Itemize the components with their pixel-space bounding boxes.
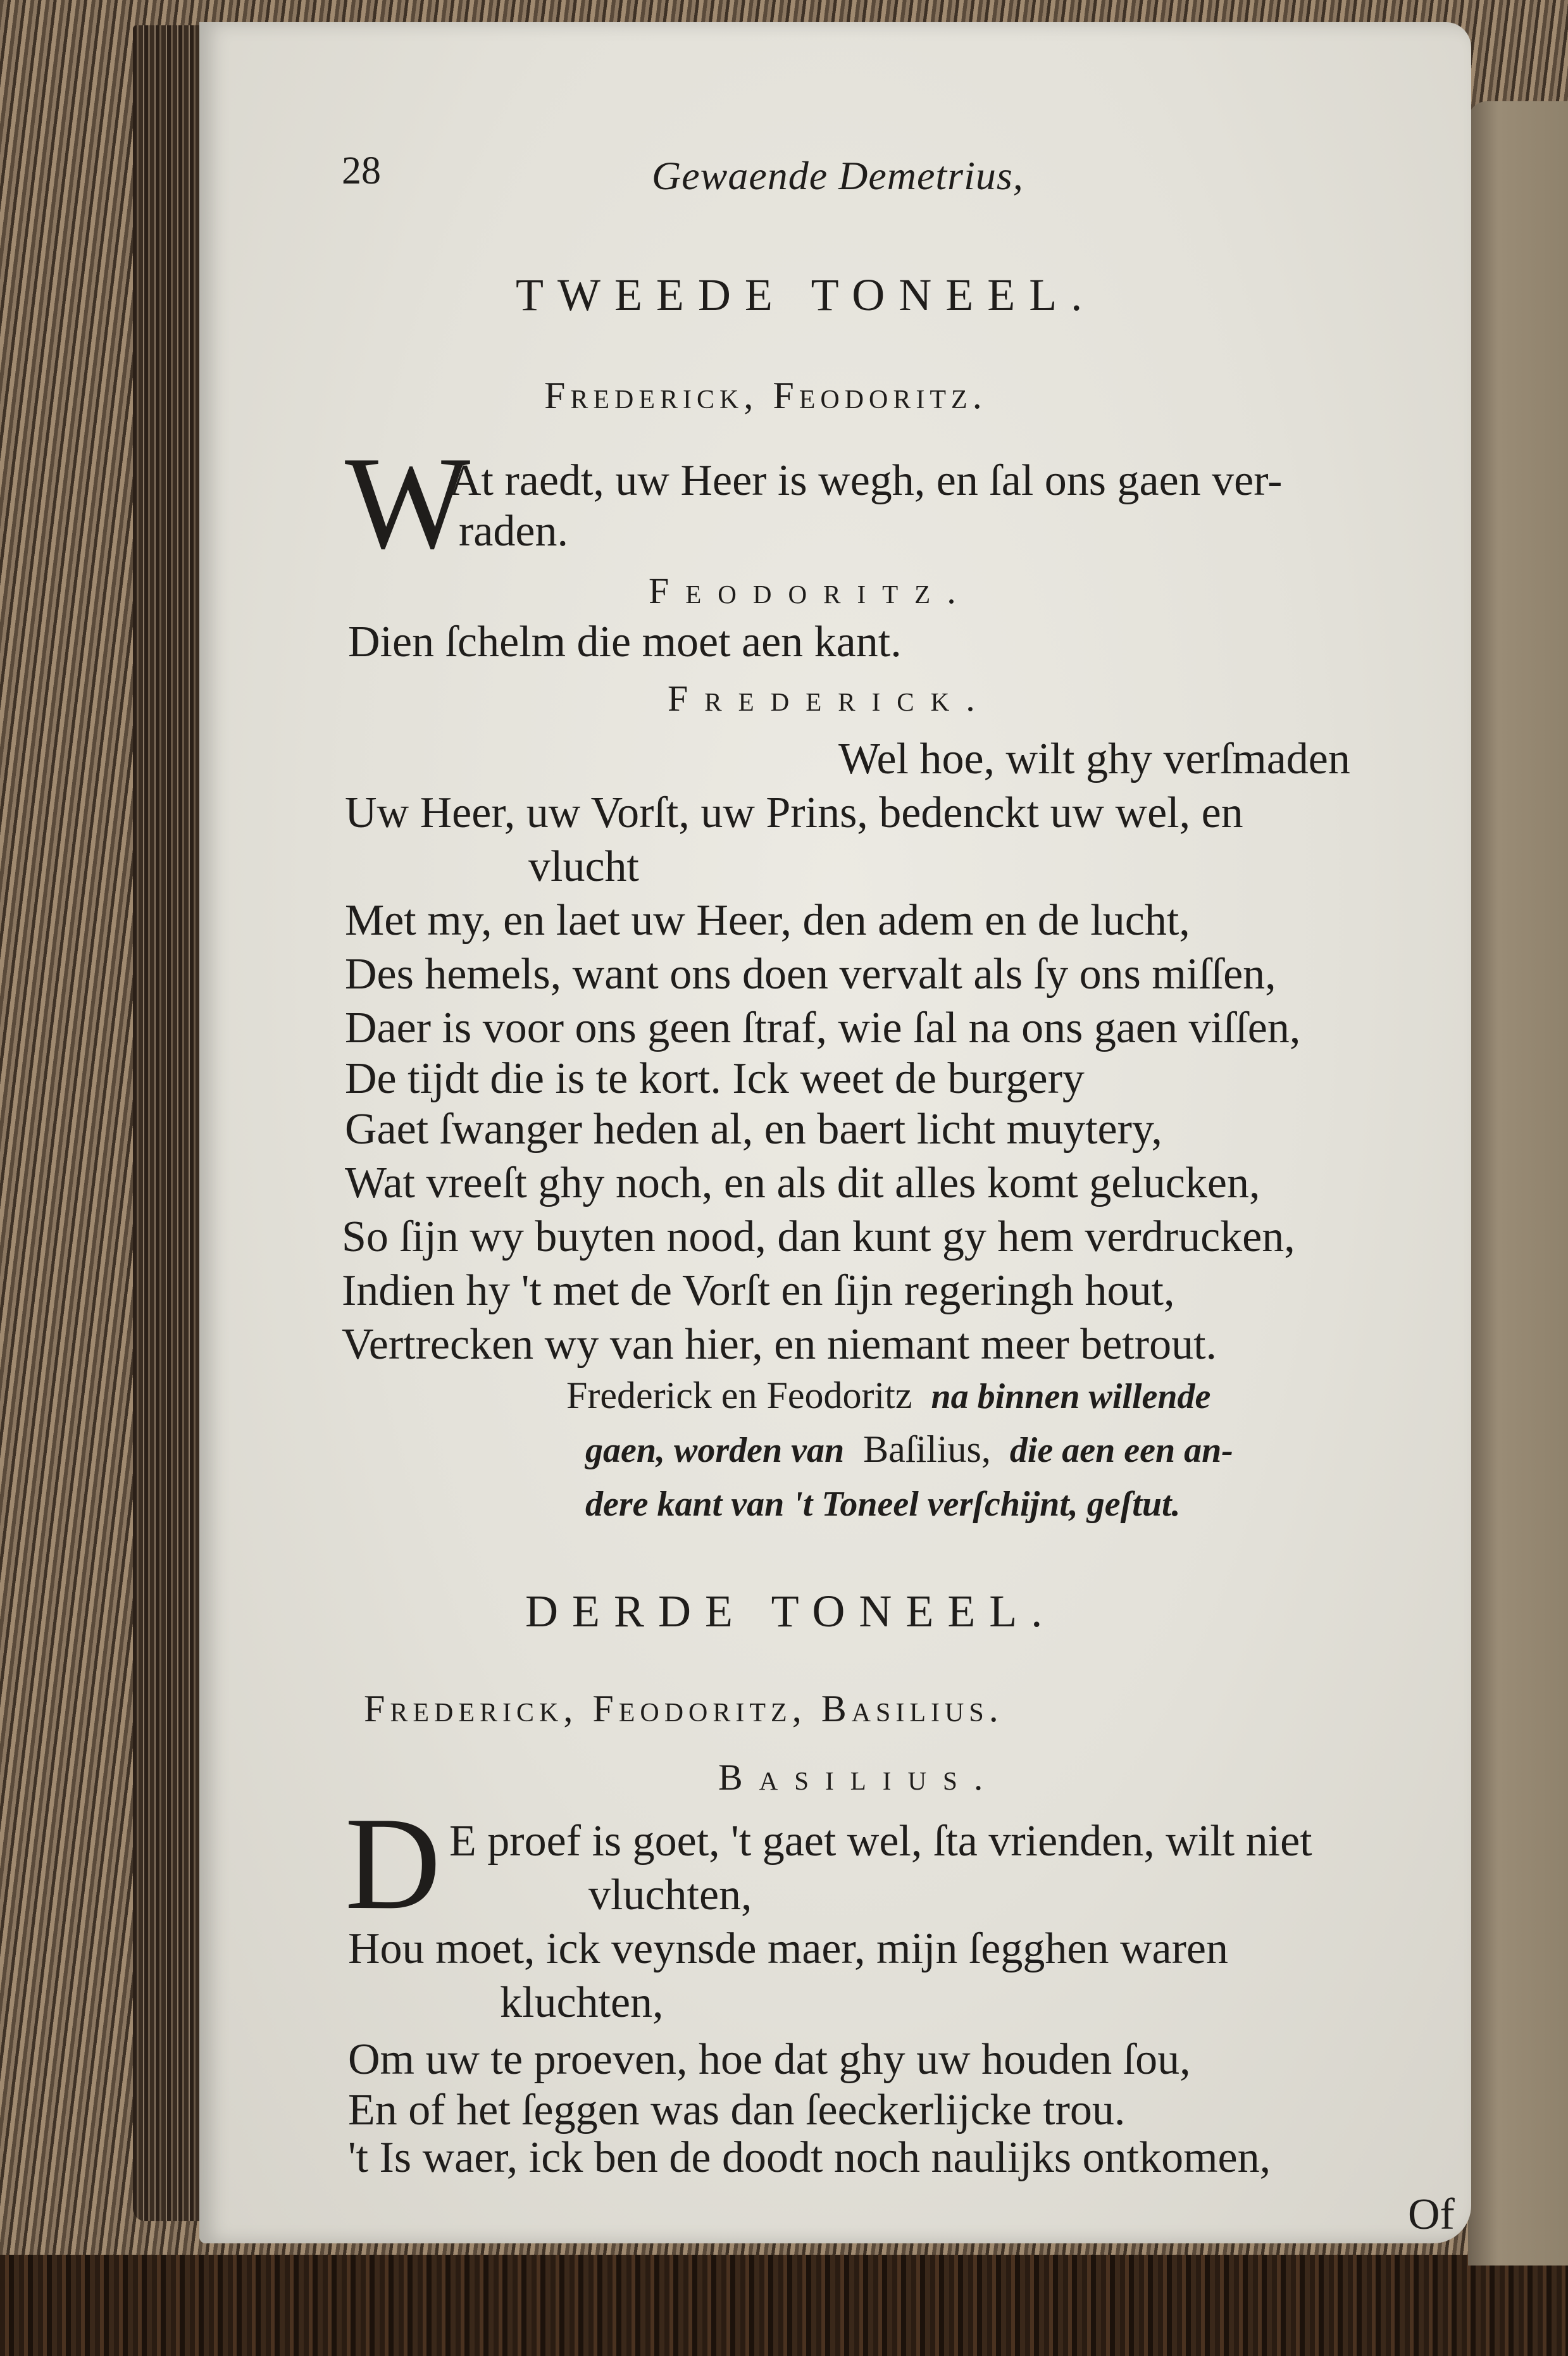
verse-line: Wat vreeſt ghy noch, en als dit alles komt gelucken, bbox=[345, 1159, 1260, 1207]
verse-line: Vertrecken wy van hier, en niemant meer betrout. bbox=[342, 1320, 1217, 1369]
verse-line: Indien hy 't met de Vorſt en ſijn regeringh hout, bbox=[342, 1266, 1175, 1315]
stage-direction-italic: na binnen willende bbox=[931, 1377, 1211, 1416]
verse-line: De tijdt die is te kort. Ick weet de burgery bbox=[345, 1054, 1085, 1103]
stage-direction-line bbox=[585, 1484, 1181, 1522]
facing-page bbox=[1468, 101, 1568, 2266]
stage-direction-italic: die aen een an- bbox=[1009, 1431, 1233, 1470]
page-edges bbox=[133, 25, 202, 2221]
stage-direction-roman: Frederick en Feodoritz bbox=[566, 1374, 912, 1416]
verse-line: Met my, en laet uw Heer, den adem en de lucht, bbox=[345, 896, 1190, 945]
verse-line: vlucht bbox=[528, 842, 639, 891]
page-number: 28 bbox=[342, 149, 381, 192]
stage-direction-line bbox=[566, 1376, 1210, 1414]
verse-line: 't Is waer, ick ben de doodt noch naulijks ontkomen, bbox=[348, 2133, 1271, 2182]
verse-line: Gaet ſwanger heden al, en baert licht muytery, bbox=[345, 1105, 1162, 1154]
verse-line: vluchten, bbox=[588, 1871, 752, 1919]
verse-line: E proef is goet, 't gaet wel, ſta vrienden, wilt niet bbox=[449, 1817, 1312, 1866]
scene-heading: DERDE TONEEL. bbox=[525, 1586, 1057, 1636]
running-title: Gewaende Demetrius, bbox=[652, 153, 1024, 198]
book-page bbox=[199, 22, 1471, 2243]
stage-direction-italic: gaen, worden van bbox=[585, 1431, 845, 1470]
running-header bbox=[342, 149, 1383, 206]
verse-line: Dien ſchelm die moet aen kant. bbox=[348, 618, 902, 666]
stage-direction-italic: dere kant van 't Toneel verſchijnt, geſtut. bbox=[585, 1485, 1181, 1524]
verse-line: Hou moet, ick veynsde maer, mijn ſegghen waren bbox=[348, 1924, 1228, 1973]
verse-line: Des hemels, want ons doen vervalt als ſy ons miſſen, bbox=[345, 950, 1276, 999]
verse-line: raden. bbox=[459, 507, 568, 556]
drop-cap: W bbox=[345, 430, 471, 577]
verse-line: Daer is voor ons geen ſtraf, wie ſal na ons gaen viſſen, bbox=[345, 1004, 1301, 1052]
scene-cast: Frederick, Feodoritz. bbox=[544, 375, 987, 416]
drop-cap: D bbox=[345, 1790, 441, 1937]
stage-direction-roman: Baſilius, bbox=[863, 1428, 991, 1470]
speaker-label: Frederick. bbox=[668, 678, 992, 719]
verse-line: Om uw te proeven, hoe dat ghy uw houden ſou, bbox=[348, 2035, 1191, 2084]
scene-cast: Frederick, Feodoritz, Baſilius. bbox=[364, 1688, 1004, 1730]
verse-line: Wel hoe, wilt ghy verſmaden bbox=[838, 735, 1350, 783]
verse-line: Uw Heer, uw Vorſt, uw Prins, bedenckt uw wel, en bbox=[345, 788, 1243, 837]
verse-line: En of het ſeggen was dan ſeeckerlijcke trou. bbox=[348, 2086, 1126, 2135]
verse-line: kluchten, bbox=[500, 1978, 664, 2027]
scene-heading: TWEEDE TONEEL. bbox=[516, 270, 1097, 320]
verse-line: At raedt, uw Heer is wegh, en ſal ons gaen ver- bbox=[449, 456, 1283, 505]
catchword: Of bbox=[1408, 2190, 1455, 2239]
speaker-label: Feodoritz. bbox=[649, 570, 973, 611]
verse-line: So ſijn wy buyten nood, dan kunt gy hem verdrucken, bbox=[342, 1212, 1295, 1261]
speaker-label: Basilius. bbox=[718, 1757, 1000, 1798]
table-surface bbox=[0, 2255, 1568, 2356]
stage-direction-line bbox=[585, 1430, 1233, 1468]
